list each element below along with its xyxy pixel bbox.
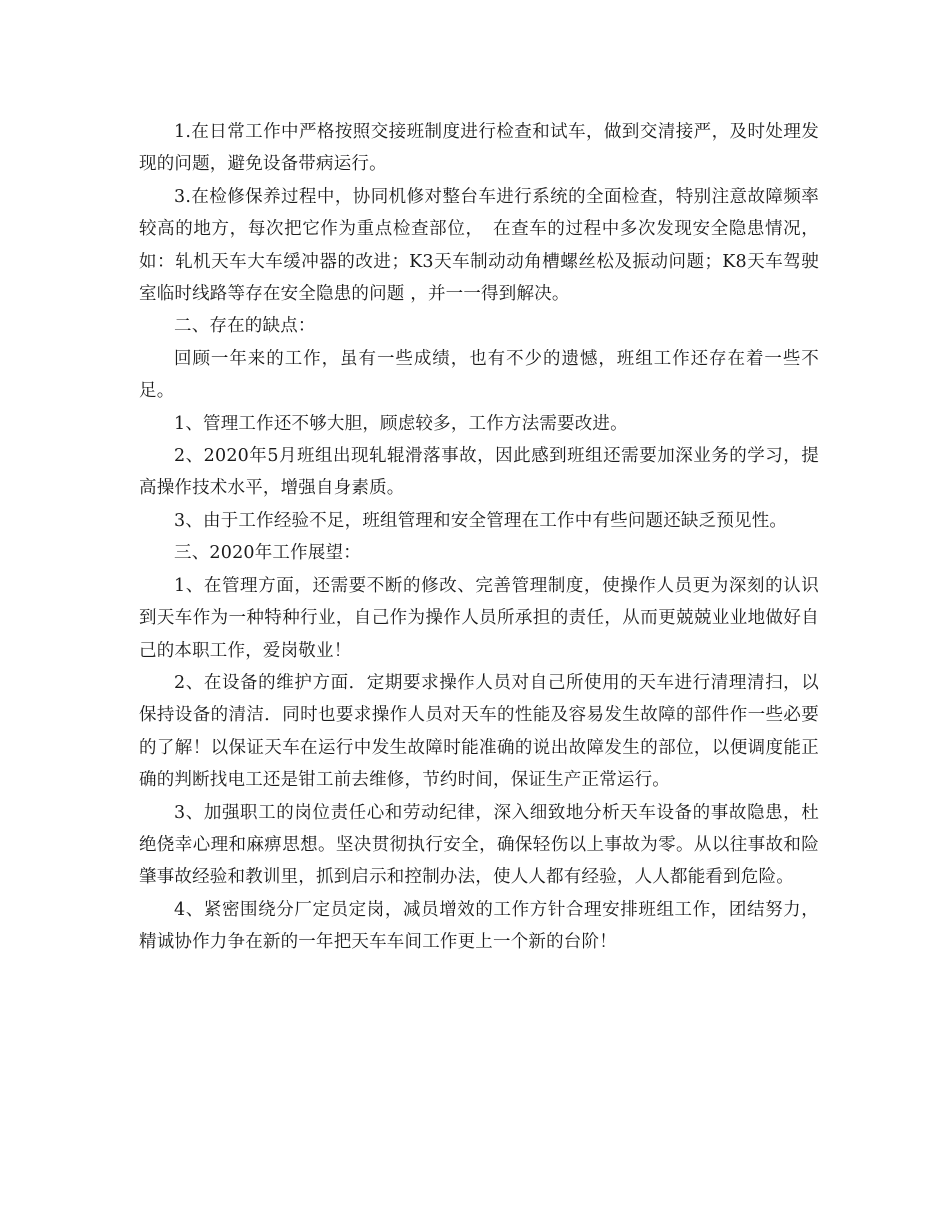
paragraph-outlook-2: 2、在设备的维护方面．定期要求操作人员对自己所使用的天车进行清理清扫，以保持设备的清洁．同时也要求操作人员对天车的性能及容易发生故障的部件作一些必要的了解！以保证天车在运行中发生故障时能准确的说出故障发生的部位，以便调度能正确的判断找电工还是钳工前去维修，节约时间，保证生产正常运行。 <box>139 672 819 791</box>
paragraph-outlook-1: 1、在管理方面，还需要不断的修改、完善管理制度，使操作人员更为深刻的认识到天车作为一种特种行业，自己作为操作人员所承担的责任，从而更兢兢业业地做好自己的本职工作，爱岗敬业！ <box>139 575 819 661</box>
paragraph-shortcoming-1: 1、管理工作还不够大胆，顾虑较多，工作方法需要改进。 <box>174 413 628 434</box>
document-page <box>139 116 819 959</box>
paragraph-outlook-4: 4、紧密围绕分厂定员定岗，减员增效的工作方针合理安排班组工作，团结努力，精诚协作力争在新的一年把天车车间工作更上一个新的台阶！ <box>139 899 819 953</box>
paragraph-outlook-3: 3、加强职工的岗位责任心和劳动纪律，深入细致地分析天车设备的事故隐患，杜绝侥幸心理和麻痹思想。坚决贯彻执行安全，确保轻伤以上事故为零。从以往事故和险肇事故经验和教训里，抓到启示和控制办法，使人人都有经验，人人都能看到危险。 <box>139 802 819 888</box>
paragraph-shortcoming-3: 3、由于工作经验不足，班组管理和安全管理在工作中有些问题还缺乏预见性。 <box>174 510 788 531</box>
paragraph-shift-handover: 1.在日常工作中严格按照交接班制度进行检查和试车，做到交清接严，及时处理发现的问题，避免设备带病运行。 <box>139 122 819 175</box>
paragraph-review: 回顾一年来的工作，虽有一些成绩，也有不少的遗憾，班组工作还存在着一些不足。 <box>139 348 819 402</box>
paragraph-shortcoming-2: 2、2020年5月班组出现轧辊滑落事故，因此感到班组还需要加深业务的学习，提高操作技术水平，增强自身素质。 <box>139 446 819 499</box>
paragraph-maintenance-inspection: 3.在检修保养过程中，协同机修对整台车进行系统的全面检查，特别注意故障频率较高的地方，每次把它作为重点检查部位， 在查车的过程中多次发现安全隐患情况，如：轧机天车大车缓冲器的改进；K3天车制动动角槽螺丝松及振动问题；K8天车驾驶室临时线路等存在安全隐患的问题 ，并一一得到解决。 <box>139 186 819 305</box>
section-heading-shortcomings: 二、存在的缺点： <box>174 316 316 337</box>
section-heading-outlook: 三、2020年工作展望： <box>174 543 361 564</box>
